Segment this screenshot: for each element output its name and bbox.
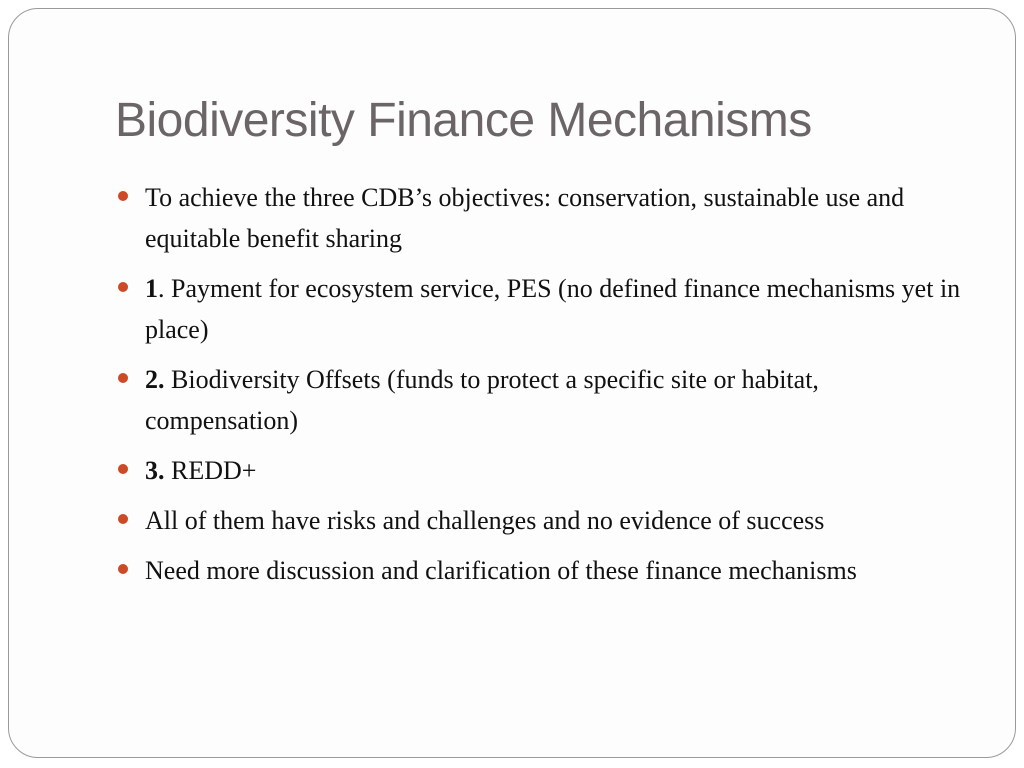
bullet-text: Biodiversity Offsets (funds to protect a specific site or habitat, compensation) — [145, 365, 819, 435]
bullet-number: 3. — [145, 456, 165, 485]
bullet-item-pes — [145, 268, 965, 350]
bullet-item-redd — [145, 450, 965, 491]
bullet-item-discussion — [145, 550, 965, 591]
bullet-dot-icon — [118, 514, 128, 524]
bullet-text: To achieve the three CDB’s objectives: conservation, sustainable use and equitable benefit sharing — [145, 183, 905, 253]
bullet-dot-icon — [118, 191, 128, 201]
bullet-text: . Payment for ecosystem service, PES (no defined finance mechanisms yet in place) — [145, 274, 961, 344]
bullet-dot-icon — [118, 464, 128, 474]
bullet-item-risks — [145, 500, 965, 541]
bullet-number: 2. — [145, 365, 165, 394]
bullet-dot-icon — [118, 373, 128, 383]
bullet-number: 1 — [145, 274, 158, 303]
bullet-text: Need more discussion and clarification of these finance mechanisms — [145, 556, 857, 585]
bullet-item-objectives — [145, 177, 965, 259]
bullet-dot-icon — [118, 282, 128, 292]
bullet-item-offsets — [145, 359, 965, 441]
bullet-text: All of them have risks and challenges and no evidence of success — [145, 506, 825, 535]
slide-title: Biodiversity Finance Mechanisms — [115, 94, 812, 147]
slide — [8, 8, 1016, 758]
bullet-text: REDD+ — [164, 456, 257, 485]
bullet-list — [145, 177, 965, 600]
bullet-dot-icon — [118, 564, 128, 574]
